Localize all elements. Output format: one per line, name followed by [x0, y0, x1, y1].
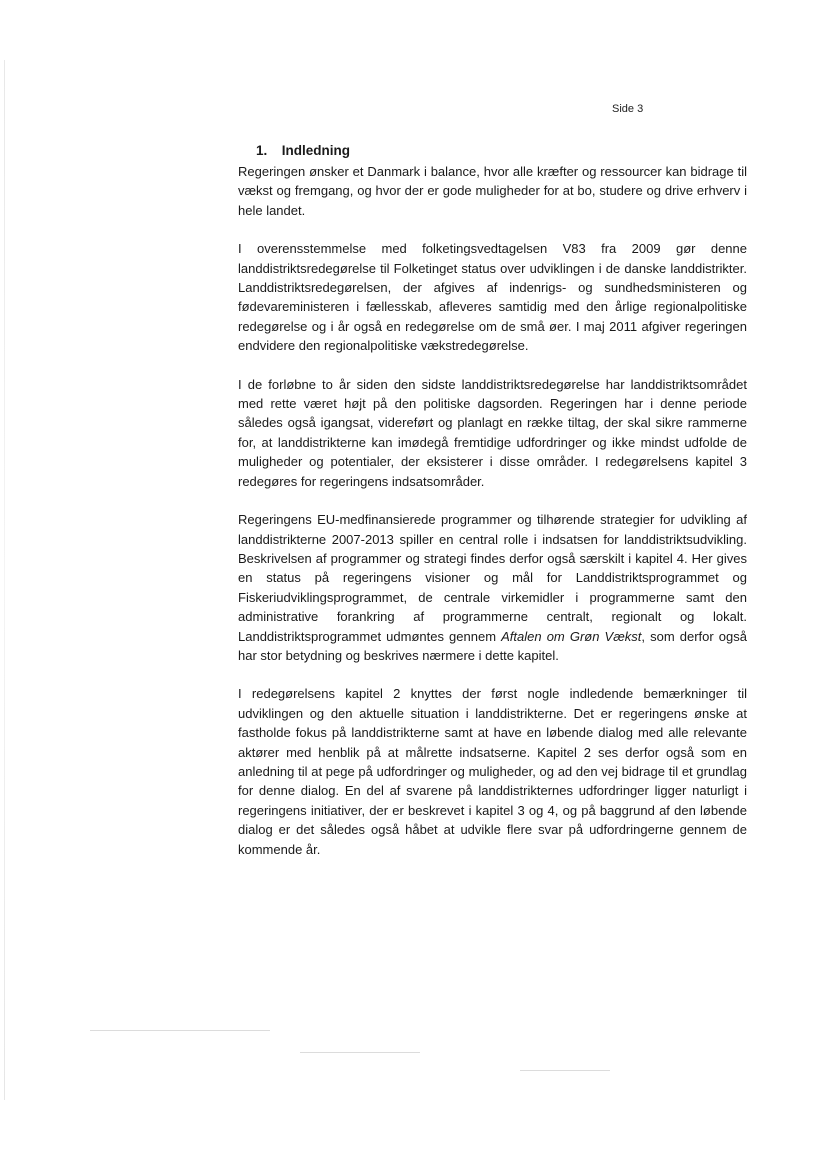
paragraph-5: I redegørelsens kapitel 2 knyttes der først nogle indledende bemærkninger til udviklingen og den aktuelle situation i landdistrikterne. Det er regeringens ønske at fastholde fokus på landdistrikterne samt at have en løbende dialog med alle relevante aktører med henblik på at målrette indsatserne. Kapitel 2 ses derfor også som en anledning til at pege på udfordringer og muligheder, og ad den vej bidrage til et grundlag for denne dialog. En del af svarene på landdistrikternes udfordringer ligger naturligt i regeringens initiativer, der er beskrevet i kapitel 3 og 4, og på baggrund af den løbende dialog er det således også håbet at udvikle flere svar på udfordringerne gennem de kommende år.: [238, 686, 747, 857]
scan-speckle: [90, 1030, 270, 1031]
paragraph-4-text-end: , som derfor også har stor betydning og beskrives nærmere i dette kapitel.: [238, 628, 747, 663]
paragraph-4-text-start: Regeringens EU-medfinansierede programmer og tilhørende strategier for udvikling af landdistrikterne 2007-2013 spiller en central rolle i indsatsen for landdistriktsudvikling. Beskrivelsen af programmer og strategi findes derfor også særskilt i kapitel 4. Her gives en status på regeringens visioner og mål for Landdistriktsprogrammet og Fiskeriudviklingsprogrammet, de centrale virkemidler i programmerne samt den administrative forankring af programmerne centralt, regionalt og lokalt. Landdistriktsprogrammet udmøntes gennem: [238, 512, 747, 644]
section-heading: [256, 142, 747, 160]
paragraph-4: [238, 510, 747, 665]
scan-speckle: [520, 1070, 610, 1071]
scan-edge: [4, 60, 5, 1100]
document-body: [238, 142, 747, 878]
paragraph-2: I overensstemmelse med folketingsvedtagelsen V83 fra 2009 gør denne landdistriktsredegørelse til Folketinget status over udviklingen i de danske landdistrikter. Landdistriktsredegørelsen, der afgives af indenrigs- og sundhedsministeren og fødevareministeren i fællesskab, afleveres samtidig med den årlige regionalpolitiske redegørelse og i år også en redegørelse om de små øer. I maj 2011 afgiver regeringen endvidere den regionalpolitiske vækstredegørelse.: [238, 241, 747, 354]
scan-speckle: [300, 1052, 420, 1053]
section-title: Indledning: [281, 143, 351, 158]
paragraph-4-italic-title: Aftalen om Grøn Vækst: [501, 628, 642, 644]
page-number: Side 3: [612, 103, 644, 115]
paragraph-3: I de forløbne to år siden den sidste landdistriktsredegørelse har landdistriktsområdet med rette været højt på den politiske dagsorden. Regeringen har i denne periode således også igangsat, videreført og planlagt en række tiltag, der skal sikre rammerne for, at landdistrikterne kan imødegå fremtidige udfordringer og ikke mindst udfolde de muligheder og potentialer, der eksisterer i disse områder. I redegørelsens kapitel 3 redegøres for regeringens indsatsområder.: [238, 376, 747, 489]
section-number: 1.: [256, 143, 268, 158]
paragraph-1: Regeringen ønsker et Danmark i balance, hvor alle kræfter og ressourcer kan bidrage til vækst og fremgang, og hvor der er gode muligheder for at bo, studere og drive erhverv i hele landet.: [238, 164, 747, 218]
